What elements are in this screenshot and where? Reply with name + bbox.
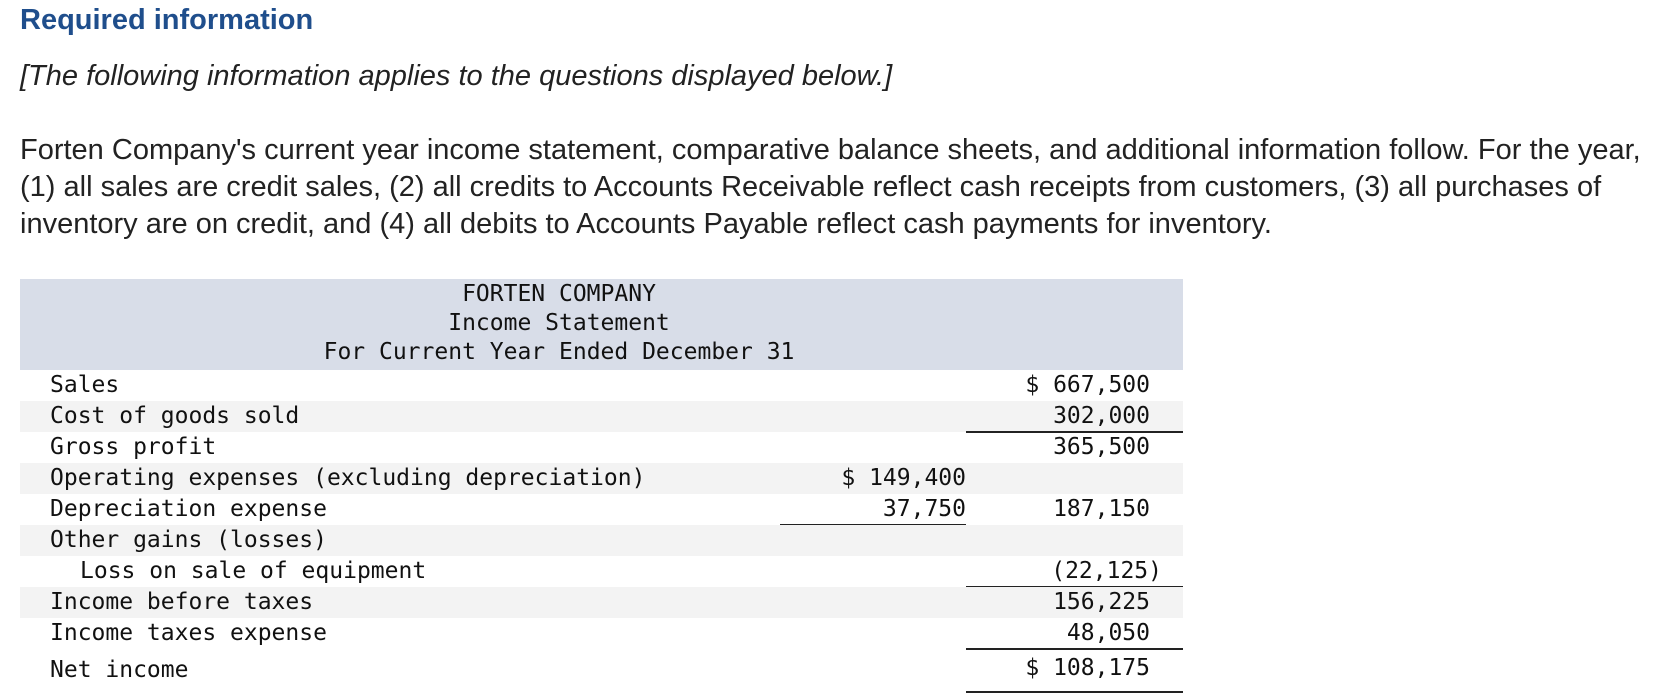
statement-period: For Current Year Ended December 31	[323, 339, 795, 365]
table-row	[20, 432, 1183, 463]
row-col1: $ 149,400	[841, 465, 966, 491]
row-col2: $ 667,500	[1025, 372, 1150, 398]
row-col2: 365,500	[1053, 434, 1150, 460]
row-label: Net income	[50, 657, 189, 683]
row-label: Depreciation expense	[50, 496, 327, 522]
table-row	[20, 649, 1183, 687]
intro-paragraph: Forten Company's current year income statement, comparative balance sheets, and additional information follow. For the year, (1) all sales are credit sales, (2) all credits to Accounts Receivable reflect cash receipts from customers, (3) all purchases of inventory are on credit, and (4) all debits to Accounts Payable reflect cash payments for inventory.	[20, 134, 1641, 240]
required-information-title: Required information	[20, 4, 314, 36]
company-name: FORTEN COMPANY	[462, 281, 656, 307]
table-row	[20, 587, 1183, 618]
row-label: Sales	[50, 372, 120, 398]
table-row	[20, 556, 1183, 587]
row-col2: 302,000	[1053, 403, 1150, 429]
applies-note: [The following information applies to the questions displayed below.]	[20, 60, 893, 92]
row-label: Loss on sale of equipment	[80, 558, 427, 584]
table-row	[20, 463, 1183, 494]
row-col2: 156,225	[1053, 589, 1150, 615]
row-label: Cost of goods sold	[50, 403, 300, 429]
row-label: Income before taxes	[50, 589, 314, 615]
row-col2: 48,050	[1066, 620, 1150, 646]
table-row	[20, 494, 1183, 525]
income-statement	[20, 279, 1183, 687]
row-col2: 187,150	[1053, 496, 1150, 522]
row-col2: (22,125)	[1051, 558, 1162, 584]
row-col2: $ 108,175	[1025, 655, 1150, 681]
row-label: Operating expenses (excluding depreciation)	[50, 465, 646, 491]
table-row	[20, 401, 1183, 432]
table-row	[20, 525, 1183, 556]
row-label: Gross profit	[50, 434, 217, 460]
row-label: Other gains (losses)	[50, 527, 327, 553]
statement-header	[20, 279, 1183, 370]
table-row	[20, 618, 1183, 649]
row-col1: 37,750	[882, 496, 966, 522]
table-row	[20, 370, 1183, 401]
statement-name: Income Statement	[448, 310, 670, 336]
row-label: Income taxes expense	[50, 620, 327, 646]
